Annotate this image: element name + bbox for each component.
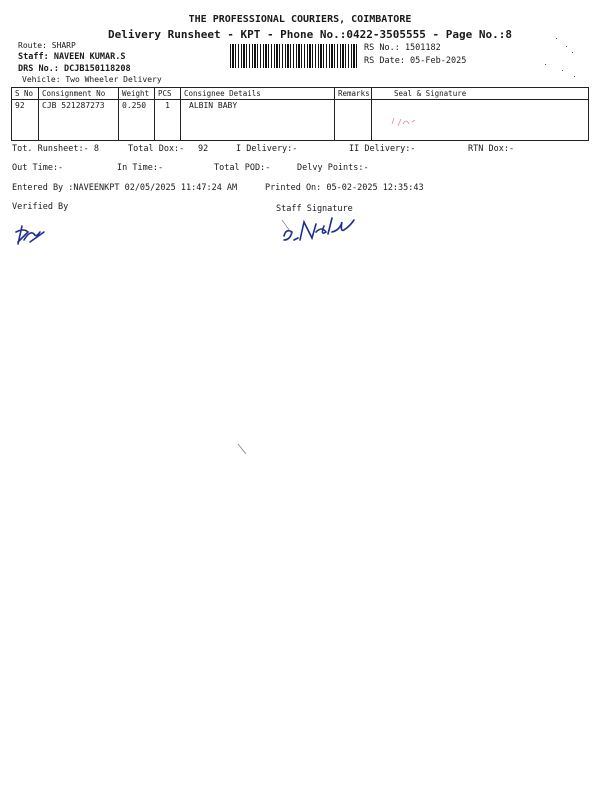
rs-date: RS Date: 05-Feb-2025 bbox=[364, 56, 467, 66]
staff-signature-label: Staff Signature bbox=[276, 204, 353, 214]
staff-signature bbox=[278, 214, 368, 248]
entered-by: Entered By :NAVEENKPT 02/05/2025 11:47:24 AM bbox=[12, 183, 238, 193]
total-dox-value: 92 bbox=[198, 144, 209, 154]
total-dox-label: Total Dox:- bbox=[128, 144, 185, 154]
total-pod: Total POD:- bbox=[214, 163, 271, 173]
cell-consignee: ALBIN BABY bbox=[181, 100, 335, 141]
header-consignment: Consignment No bbox=[39, 88, 119, 100]
table-row bbox=[12, 100, 589, 141]
stamp-mark bbox=[388, 114, 428, 138]
barcode-image bbox=[230, 44, 358, 68]
staff-label: Staff: NAVEEN KUMAR.S bbox=[18, 52, 126, 62]
verified-by-label: Verified By bbox=[12, 202, 69, 212]
cell-consignment: CJB 521287273 bbox=[39, 100, 119, 141]
i-delivery: I Delivery:- bbox=[236, 144, 298, 154]
cell-weight: 0.250 bbox=[119, 100, 155, 141]
cell-seal bbox=[372, 100, 589, 141]
cell-pcs: 1 bbox=[155, 100, 181, 141]
ii-delivery: II Delivery:- bbox=[349, 144, 416, 154]
verifier-signature bbox=[10, 218, 50, 250]
cell-sno: 92 bbox=[12, 100, 39, 141]
company-title: THE PROFESSIONAL COURIERS, COIMBATORE bbox=[188, 14, 412, 25]
header-consignee: Consignee Details bbox=[181, 88, 335, 100]
out-time: Out Time:- bbox=[12, 163, 64, 173]
delvy-points: Delvy Points:- bbox=[297, 163, 369, 173]
cell-remarks bbox=[335, 100, 372, 141]
route-label: Route: SHARP bbox=[18, 41, 76, 50]
runsheet-table bbox=[11, 87, 589, 141]
table-header-row bbox=[12, 88, 589, 100]
header-seal: Seal & Signature bbox=[372, 88, 589, 100]
header-weight: Weight bbox=[119, 88, 155, 100]
rtn-dox: RTN Dox:- bbox=[468, 144, 515, 154]
header-pcs: PCS bbox=[155, 88, 181, 100]
header-sno: S No bbox=[12, 88, 39, 100]
drs-number: DRS No.: DCJB150118208 bbox=[18, 64, 131, 74]
in-time: In Time:- bbox=[117, 163, 164, 173]
scan-mark bbox=[236, 442, 248, 456]
header-remarks: Remarks bbox=[335, 88, 372, 100]
total-runsheet: Tot. Runsheet:- 8 bbox=[12, 144, 99, 154]
runsheet-subtitle: Delivery Runsheet - KPT - Phone No.:0422-3505555 - Page No.:8 bbox=[108, 28, 512, 41]
printed-on: Printed On: 05-02-2025 12:35:43 bbox=[265, 183, 424, 193]
rs-number: RS No.: 1501182 bbox=[364, 43, 441, 53]
vehicle-label: Vehicle: Two Wheeler Delivery bbox=[22, 75, 162, 84]
